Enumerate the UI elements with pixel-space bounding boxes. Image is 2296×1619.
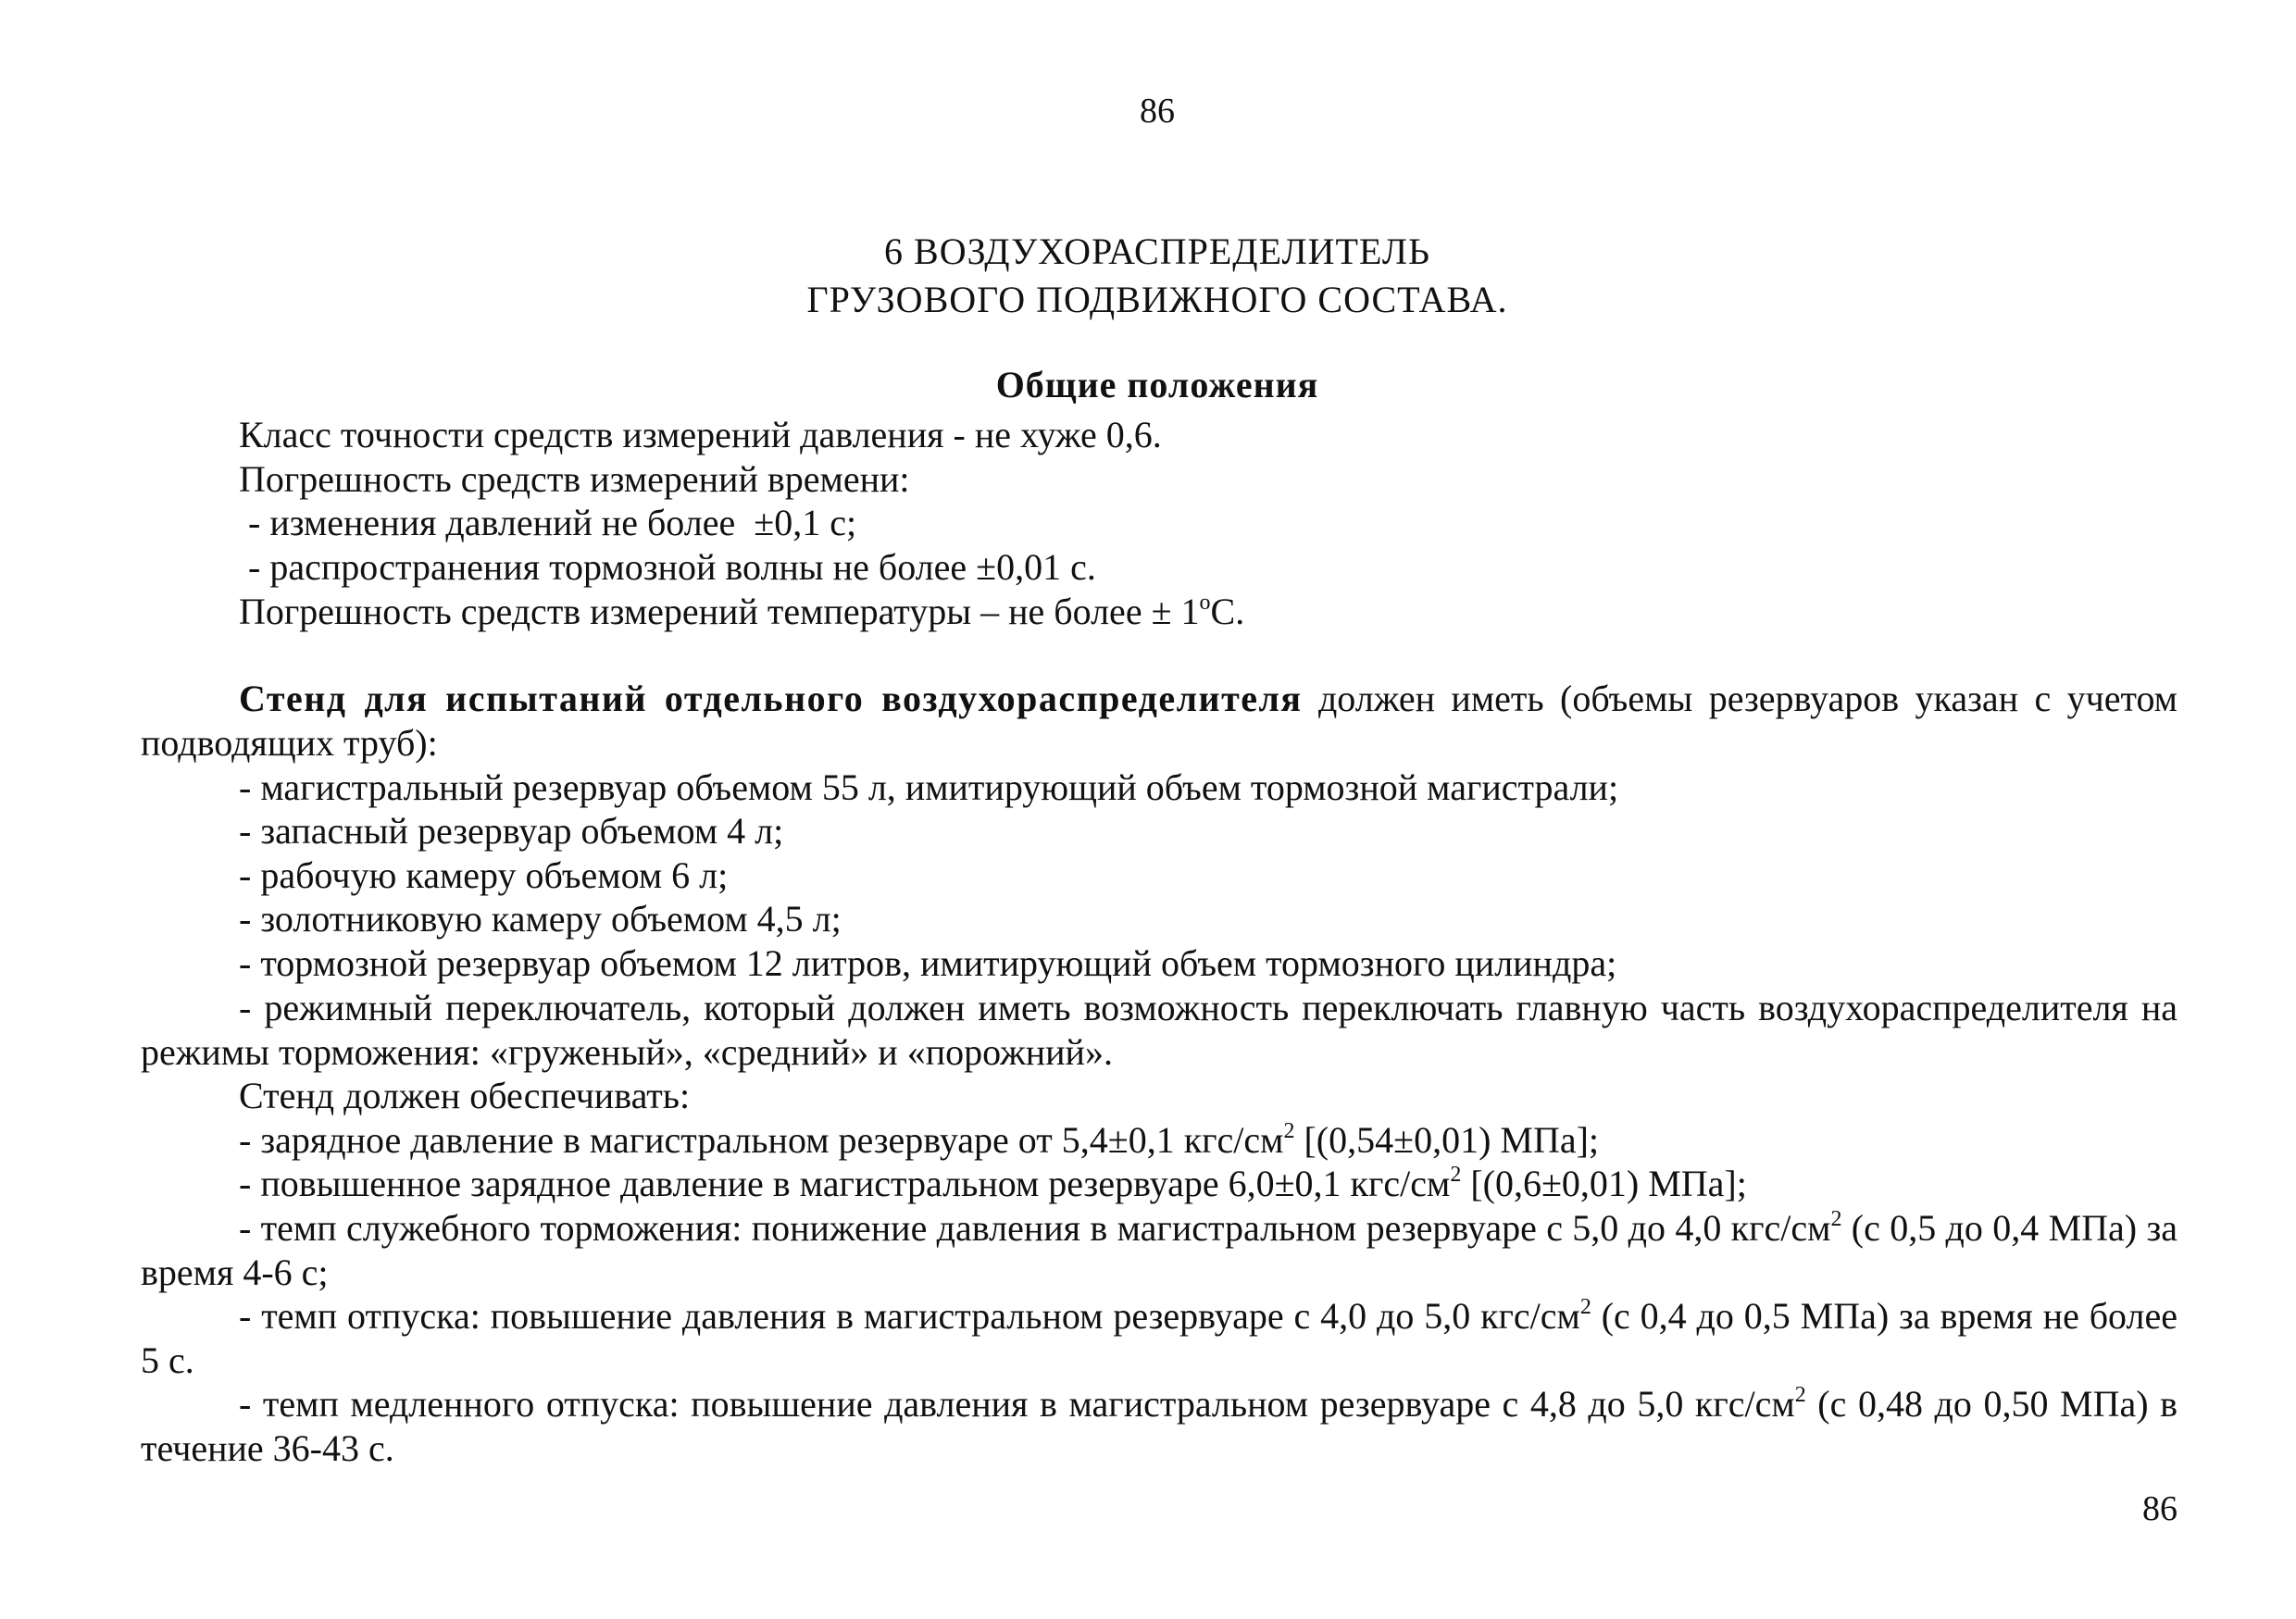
provide-item-1-tail: [(0,54±0,01) МПа]; bbox=[1294, 1119, 1600, 1161]
superscript-2: 2 bbox=[1283, 1119, 1295, 1143]
superscript-2: 2 bbox=[1794, 1383, 1806, 1407]
stand-item-4: - золотниковую камеру объемом 4,5 л; bbox=[239, 898, 842, 940]
general-line-5-unit: С. bbox=[1210, 591, 1245, 632]
stand-intro-rest: должен иметь (объемы резервуаров указан с учетом подводящих труб): bbox=[141, 678, 2177, 764]
general-line-5 bbox=[239, 590, 1244, 634]
provide-item-2-tail: [(0,6±0,01) МПа]; bbox=[1461, 1163, 1747, 1204]
provide-item-4 bbox=[141, 1294, 2177, 1382]
general-line-5-text: Погрешность средств измерений температуры – не более ± 1 bbox=[239, 591, 1200, 632]
general-line-3: - изменения давлений не более ±0,1 с; bbox=[239, 502, 857, 543]
section-title-line2: ГРУЗОВОГО ПОДВИЖНОГО СОСТАВА. bbox=[806, 279, 1508, 320]
superscript-2: 2 bbox=[1579, 1295, 1591, 1319]
provide-item-3-tail: (с 0,5 до 0,4 МПа) за время 4-6 с; bbox=[141, 1207, 2177, 1293]
page-number-top: 86 bbox=[1140, 92, 1175, 131]
general-line-1: Класс точности средств измерений давления - не хуже 0,6. bbox=[239, 414, 1162, 455]
stand-item-5: - тормозной резервуар объемом 12 литров, имитирующий объем тормозного цилиндра; bbox=[239, 942, 1617, 984]
stand-intro-paragraph bbox=[141, 677, 2177, 765]
provide-item-3 bbox=[141, 1206, 2177, 1294]
provide-item-1 bbox=[239, 1118, 1599, 1163]
mode-switch-paragraph: - режимный переключатель, который должен иметь возможность переключать главную часть воздухораспределителя на режимы торможения: «груженый», «средний» и «порожний». bbox=[141, 987, 2177, 1073]
provide-item-4-tail: (с 0,4 до 0,5 МПа) за время не более 5 с. bbox=[141, 1295, 2178, 1381]
provide-item-2 bbox=[239, 1162, 1747, 1206]
general-line-2: Погрешность средств измерений времени: bbox=[239, 458, 910, 500]
degree-sign: о bbox=[1199, 591, 1211, 615]
stand-item-1: - магистральный резервуар объемом 55 л, имитирующий объем тормозной магистрали; bbox=[239, 766, 1619, 808]
stand-item-2: - запасный резервуар объемом 4 л; bbox=[239, 810, 784, 852]
general-line-4: - распространения тормозной волны не более ±0,01 с. bbox=[239, 546, 1096, 588]
provide-item-1-text: - зарядное давление в магистральном резервуаре от 5,4±0,1 кгс/см bbox=[239, 1119, 1284, 1161]
section-title-line1: 6 ВОЗДУХОРАСПРЕДЕЛИТЕЛЬ bbox=[884, 230, 1430, 272]
provide-item-5-text: - темп медленного отпуска: повышение давления в магистральном резервуаре с 4,8 до 5,0 кгс/см bbox=[239, 1383, 1795, 1425]
page-number-bottom: 86 bbox=[2142, 1489, 2177, 1528]
stand-intro-bold: Стенд для испытаний отдельного воздухораспределителя bbox=[239, 678, 1303, 719]
superscript-2: 2 bbox=[1830, 1207, 1842, 1231]
provide-item-5-tail: (с 0,48 до 0,50 МПа) в течение 36-43 с. bbox=[141, 1383, 2178, 1469]
stand-must-provide: Стенд должен обеспечивать: bbox=[239, 1075, 691, 1116]
stand-item-3: - рабочую камеру объемом 6 л; bbox=[239, 854, 729, 896]
superscript-2: 2 bbox=[1450, 1163, 1462, 1187]
provide-item-2-text: - повышенное зарядное давление в магистральном резервуаре 6,0±0,1 кгс/см bbox=[239, 1163, 1451, 1204]
provide-item-4-text: - темп отпуска: повышение давления в магистральном резервуаре с 4,0 до 5,0 кгс/см bbox=[239, 1295, 1580, 1337]
section-heading: Общие положения bbox=[995, 364, 1319, 405]
provide-item-3-text: - темп служебного торможения: понижение давления в магистральном резервуаре с 5,0 до 4,0 кгс/см bbox=[239, 1207, 1831, 1249]
provide-item-5 bbox=[141, 1382, 2177, 1470]
